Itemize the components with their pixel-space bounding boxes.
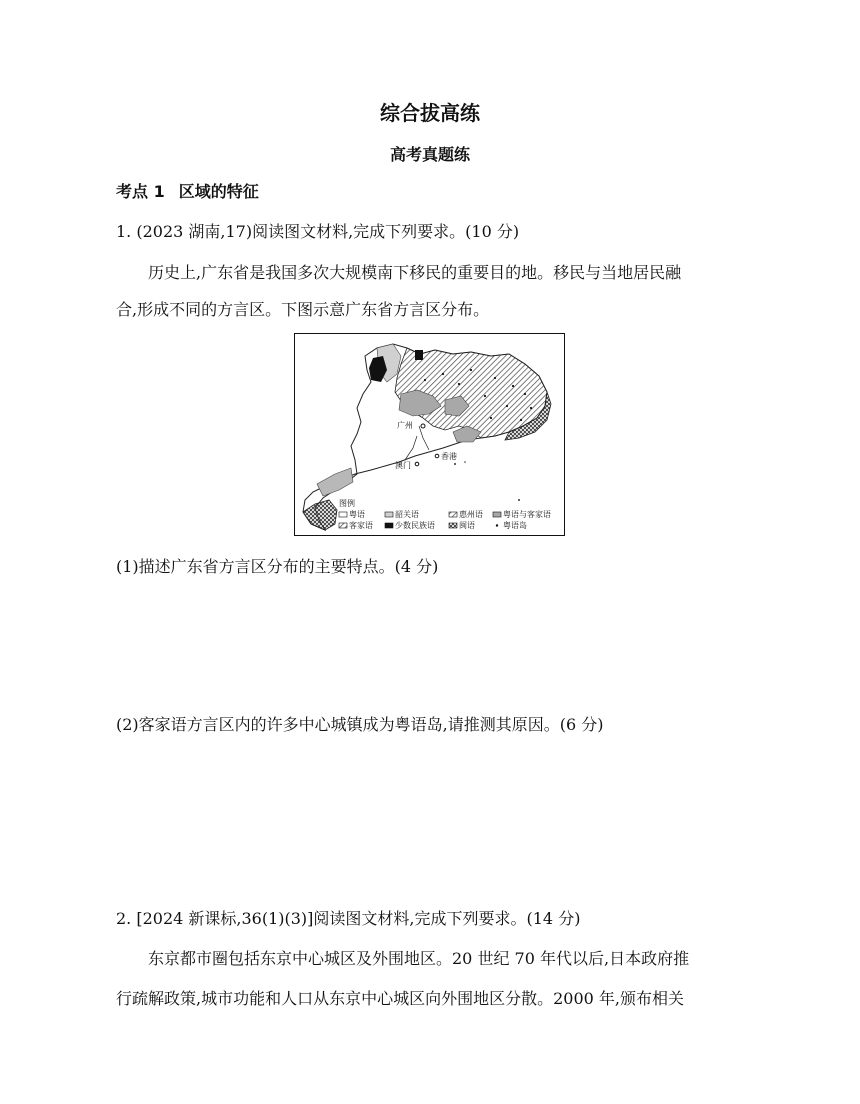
city-label-guangzhou: 广州 (397, 421, 413, 430)
legend-item: 少数民族语 (395, 521, 435, 530)
legend-item: 粤语岛 (503, 521, 527, 530)
map-legend (339, 498, 551, 530)
city-label-macau: 澳门 (395, 461, 411, 470)
legend-item: 惠州语 (459, 510, 483, 519)
section-label: 考点 1 (116, 182, 165, 201)
legend-item: 闽语 (459, 521, 475, 530)
legend-title: 图例 (339, 499, 355, 508)
question-1-part-2: (2)客家语方言区内的许多中心城镇成为粤语岛,请推测其原因。(6 分) (116, 715, 604, 734)
question-1-stem: 1. (2023 湖南,17)阅读图文材料,完成下列要求。(10 分) (116, 222, 520, 241)
question-2-material-line-2: 行疏解政策,城市功能和人口从东京中心城区向外围地区分散。2000 年,颁布相关 (116, 989, 684, 1008)
dialect-map (295, 334, 563, 534)
legend-item: 客家语 (349, 521, 373, 530)
page-subtitle: 高考真题练 (389, 145, 470, 164)
legend-item: 粤语与客家语 (503, 510, 551, 519)
section-name: 区域的特征 (178, 182, 259, 201)
question-2-stem: 2. [2024 新课标,36(1)(3)]阅读图文材料,完成下列要求。(14 分) (116, 909, 581, 928)
dialect-map-figure (294, 333, 565, 536)
question-1-material-line-1: 历史上,广东省是我国多次大规模南下移民的重要目的地。移民与当地居民融 (148, 263, 682, 282)
legend-item: 粤语 (349, 510, 365, 519)
question-2-material-line-1: 东京都市圈包括东京中心城区及外围地区。20 世纪 70 年代以后,日本政府推 (148, 949, 690, 968)
question-1-material-line-2: 合,形成不同的方言区。下图示意广东省方言区分布。 (116, 300, 490, 319)
city-label-hongkong: 香港 (441, 452, 457, 461)
question-1-part-1: (1)描述广东省方言区分布的主要特点。(4 分) (116, 557, 439, 576)
section-heading (116, 179, 259, 202)
legend-item: 韶关语 (395, 510, 419, 519)
page-title: 综合拔高练 (380, 101, 480, 125)
